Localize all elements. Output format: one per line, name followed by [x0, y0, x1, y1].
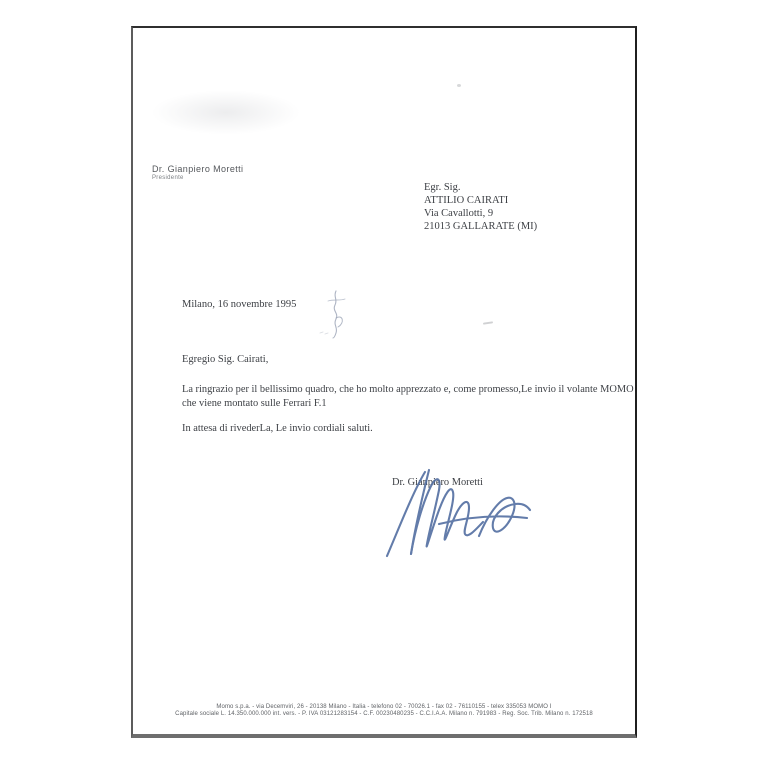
body-paragraph: La ringrazio per il bellissimo quadro, che ho molto apprezzato e, come promesso,Le invio il volante MOMO che viene montato sulle Ferrari F.1	[182, 384, 634, 409]
scan-smudge	[151, 90, 301, 135]
salutation: Egregio Sig. Cairati,	[182, 354, 269, 365]
closing-paragraph: In attesa di rivederLa, Le invio cordiali saluti.	[182, 423, 373, 434]
recipient-line: Via Cavallotti, 9	[424, 208, 494, 219]
recipient-address-block	[424, 181, 537, 233]
letterhead-sender-block	[152, 164, 243, 181]
letter-footer	[133, 704, 635, 718]
scan-speck	[457, 84, 461, 87]
recipient-line: 21013 GALLARATE (MI)	[424, 221, 538, 232]
sender-title: Presidente	[152, 175, 184, 181]
recipient-line: ATTILIO CAIRATI	[424, 195, 509, 206]
recipient-line: Egr. Sig.	[424, 182, 461, 193]
footer-line-2: Capitale sociale L. 14.350.000.000 int. vers. - P. IVA 03121283154 - C.F. 00230480235 - C.C.I.A.A. Milano n. 791983 - Reg. Soc. Trib. Milano n. 172518	[175, 711, 593, 717]
sender-name: Dr. Gianpiero Moretti	[152, 164, 244, 174]
date-line: Milano, 16 novembre 1995	[182, 299, 297, 310]
scan-faint-mark	[483, 321, 493, 324]
ink-squiggle-mark	[316, 288, 352, 340]
signature-ink	[381, 464, 537, 564]
letter-page	[131, 26, 637, 738]
footer-line-1: Momo s.p.a. - via Decemviri, 26 - 20138 Milano - Italia - telefono 02 - 70026.1 - fax 02 - 76110155 - telex 335053 MOMO I	[216, 704, 552, 710]
signature-typed-name: Dr. Gianpiero Moretti	[392, 477, 483, 488]
